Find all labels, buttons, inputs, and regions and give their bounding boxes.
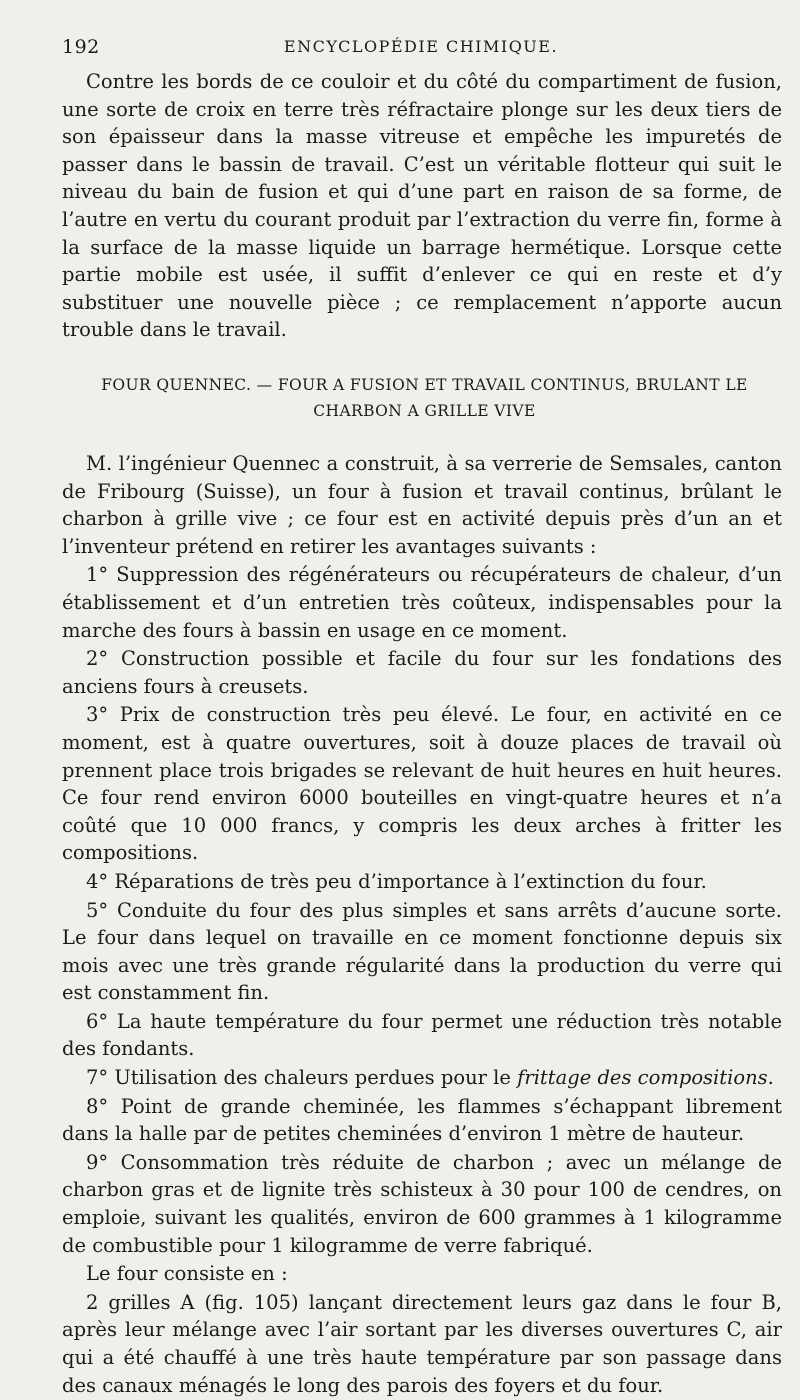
body-text-main: [62, 450, 782, 1400]
list-item: 3° Prix de construction très peu élevé. Le four, en activité en ce moment, est à quatre ouvertures, soit à douze places de travail où prennent place trois brigades se relevant de huit heures en huit heures. Ce four rend environ 6000 bouteilles en vingt-quatre heures et n’a coûté que 10 000 francs, y compris les deux arches à fritter les compositions.: [62, 703, 782, 865]
page-number: 192: [62, 36, 100, 58]
list-item: 2° Construction possible et facile du four sur les fondations des anciens fours à creusets.: [62, 647, 782, 698]
list-item: 4° Réparations de très peu d’importance à l’extinction du four.: [86, 869, 707, 893]
item-7-text: 7° Utilisation des chaleurs perdues pour le: [86, 1066, 518, 1090]
body-text-top: [62, 68, 782, 344]
page-header: [62, 36, 780, 62]
list-item-7: [62, 1064, 782, 1092]
list-item: 1° Suppression des régénérateurs ou récupérateurs de chaleur, d’un établissement et d’un entretien très coûteux, indispensables pour la marche des fours à bassin en usage en ce moment.: [62, 563, 782, 642]
list-item: 9° Consommation très réduite de charbon ; avec un mélange de charbon gras et de lignite très schisteux à 30 pour 100 de cendres, on emploie, suivant les qualités, environ de 600 grammes à 1 kilogramme de combustible pour 1 kilogramme de verre fabriqué.: [62, 1150, 782, 1257]
intro-paragraph: M. l’ingénieur Quennec a construit, à sa verrerie de Semsales, canton de Fribourg (Suisse), un four à fusion et travail continus, brûlant le charbon à grille vive ; ce four est en activité depuis près d’un an et l’inventeur prétend en retirer les avantages suivants :: [62, 452, 782, 558]
running-title: ENCYCLOPÉDIE CHIMIQUE.: [283, 37, 559, 56]
item-7-italic: frittage des compositions.: [517, 1066, 774, 1090]
list-item: 2 grilles A (fig. 105) lançant directement leurs gaz dans le four B, après leur mélange avec l’air sortant par les diverses ouvertures C, air qui a été chauffé à une très haute température par son passage dans des canaux ménagés le long des parois des foyers et du four.: [62, 1290, 782, 1397]
paragraph-1: Contre les bords de ce couloir et du côté du compartiment de fusion, une sorte de croix en terre très réfractaire plonge sur les deux tiers de son épaisseur dans la masse vitreuse et empêche les impuretés de passer dans le bassin de travail. C’est un véritable flotteur qui suit le niveau du bain de fusion et qui d’une part en raison de sa forme, de l’autre en vertu du courant produit par l’extraction du verre fin, forme à la surface de la masse liquide un barrage hermétique. Lorsque cette partie mobile est usée, il suffit d’enlever ce qui en reste et d’y substituer une nouvelle pièce ; ce remplacement n’apporte aucun trouble dans le travail.: [62, 70, 782, 342]
list-item: 5° Conduite du four des plus simples et sans arrêts d’aucune sorte. Le four dans lequel on travaille en ce moment fonctionne depuis six mois avec une très grande régularité dans la production du verre qui est constamment fin.: [62, 898, 782, 1005]
list-item: 6° La haute température du four permet une réduction très notable des fondants.: [62, 1009, 782, 1061]
section-heading: FOUR QUENNEC. — FOUR A FUSION ET TRAVAIL CONTINUS, BRULANT LE CHARBON A GRILLE VIVE: [101, 376, 748, 420]
list-item: Le four consiste en :: [86, 1262, 288, 1286]
list-item: 8° Point de grande cheminée, les flammes s’échappant librement dans la halle par de petites cheminées d’environ 1 mètre de hauteur.: [62, 1094, 782, 1146]
